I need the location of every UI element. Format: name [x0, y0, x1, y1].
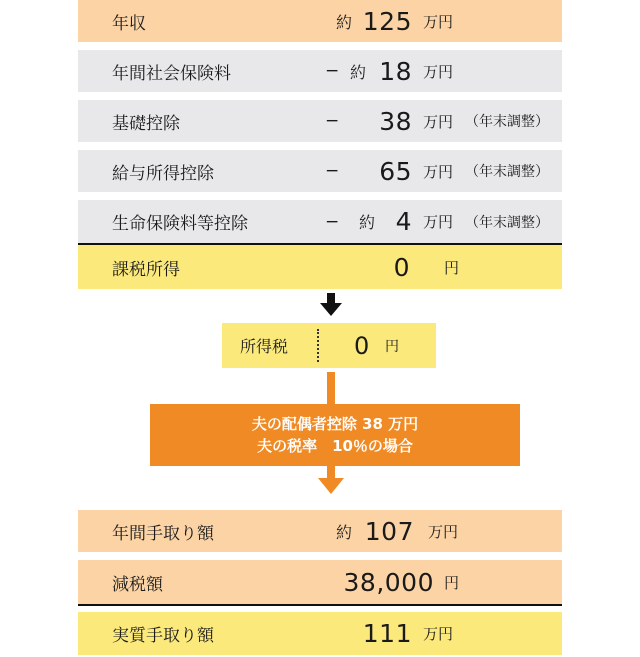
- row-unit: 万円: [423, 625, 454, 643]
- row-label: 課税所得: [112, 259, 180, 280]
- row-unit: 万円: [423, 162, 454, 181]
- row-unit: 万円: [423, 12, 454, 31]
- row-unit: 万円: [423, 112, 454, 131]
- row-unit: 万円: [423, 62, 454, 81]
- tax-value: 0: [354, 331, 370, 360]
- condition-line-2: 夫の税率 10％の場合: [257, 437, 413, 455]
- row-label: 実質手取り額: [112, 626, 214, 646]
- taxable-income-row: [78, 245, 562, 289]
- dotted-divider: [317, 329, 319, 362]
- row-value: 111: [362, 619, 412, 648]
- row-value: 38: [379, 106, 412, 136]
- black-down-arrow-icon: [320, 293, 342, 317]
- row-label: 基礎控除: [112, 113, 180, 134]
- row-label: 年間手取り額: [112, 523, 214, 544]
- approx-mark: 約: [350, 62, 367, 82]
- annual-takehome-row: [78, 510, 562, 552]
- row-value: 0: [393, 252, 410, 282]
- row-unit: 万円: [423, 213, 454, 231]
- life-insurance-deduction-row: [78, 200, 562, 245]
- row-unit: 万円: [428, 522, 459, 541]
- row-value: 65: [379, 156, 412, 186]
- condition-line-1: 夫の配偶者控除 38 万円: [251, 415, 419, 433]
- approx-mark: 約: [336, 12, 353, 32]
- minus-sign: −: [325, 111, 340, 131]
- row-value: 4: [395, 207, 412, 236]
- basic-deduction-row: [78, 100, 562, 142]
- minus-sign: −: [325, 211, 340, 232]
- row-value: 107: [364, 516, 414, 546]
- row-note: （年末調整）: [465, 114, 549, 130]
- minus-sign: −: [325, 61, 340, 81]
- salary-deduction-row: [78, 150, 562, 192]
- approx-mark: 約: [336, 522, 353, 542]
- tax-unit: 円: [385, 338, 399, 355]
- row-label: 年収: [112, 13, 146, 34]
- row-label: 給与所得控除: [112, 163, 214, 184]
- row-label: 減税額: [112, 574, 163, 595]
- net-takehome-row: [78, 612, 562, 655]
- approx-mark: 約: [359, 213, 376, 232]
- row-unit: 円: [444, 573, 460, 592]
- row-label: 生命保険料等控除: [112, 214, 248, 234]
- row-note: （年末調整）: [465, 164, 549, 180]
- row-note: （年末調整）: [465, 214, 549, 231]
- annual-income-row: [78, 0, 562, 42]
- condition-box: [150, 404, 520, 466]
- row-value: 125: [362, 6, 412, 36]
- income-tax-box: [222, 323, 436, 368]
- tax-label: 所得税: [240, 337, 289, 356]
- row-value: 38,000: [343, 567, 434, 597]
- row-label: 年間社会保険料: [112, 63, 231, 84]
- minus-sign: −: [325, 161, 340, 181]
- row-unit: 円: [444, 258, 460, 277]
- row-value: 18: [379, 56, 412, 86]
- social-insurance-row: [78, 50, 562, 92]
- tax-reduction-row: [78, 560, 562, 606]
